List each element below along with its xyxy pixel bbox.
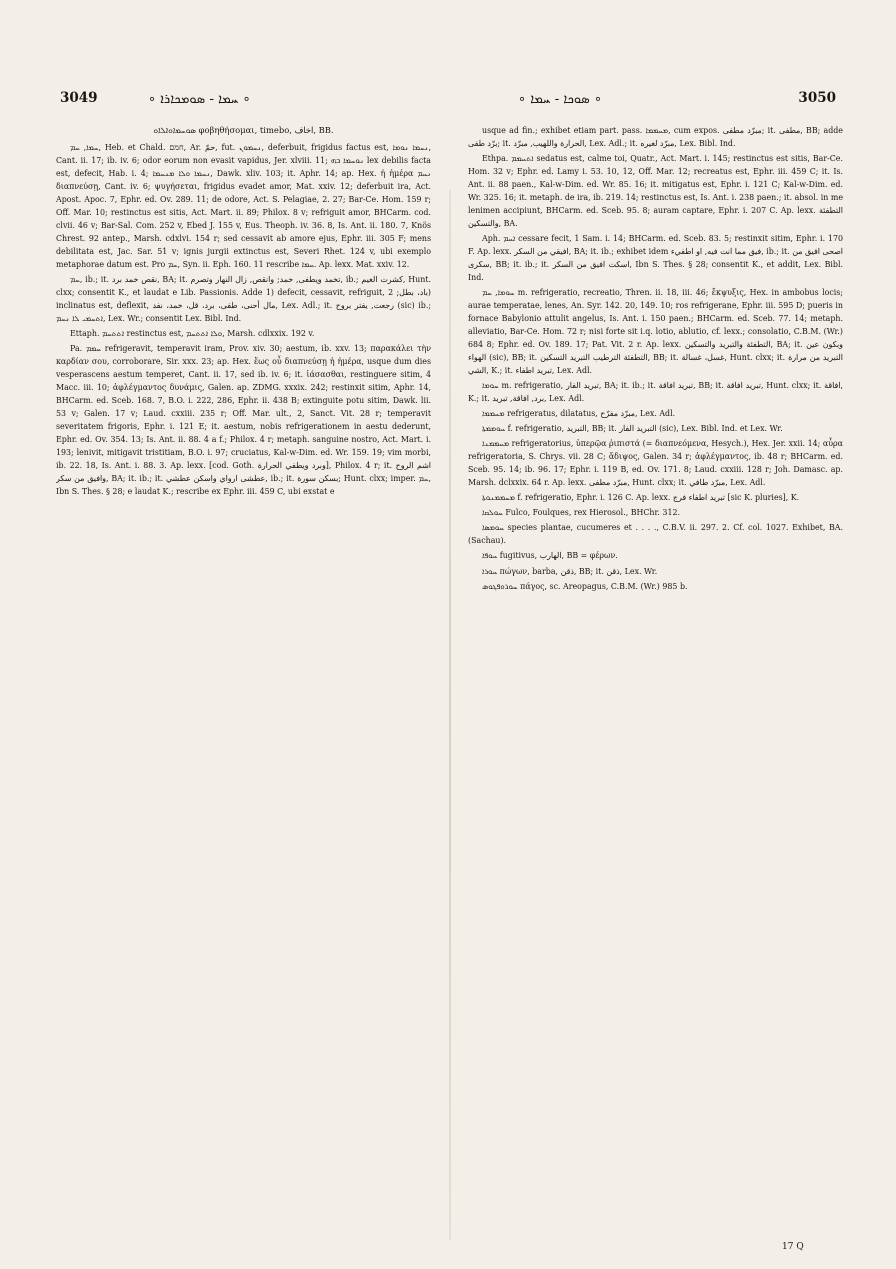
- entry-paragraph: ܚܘܡܣܐ species plantae, cucumeres et . . . ., C.B.V. ii. 297. 2. Cf. col. 1027. Exhibet, BA. (Sachau).: [468, 523, 843, 546]
- left-column: [56, 124, 431, 1249]
- entry-paragraph: ܡܚܡܡܢܘܬܐ f. refrigeratio, Ephr. i. 126 C. Ap. lexx. تبريد اطفاء فرج [sic K. pluries], K.: [482, 493, 800, 503]
- entry-paragraph: usque ad fin.; exhibet etiam part. pass. ܡܚܡܡܐ, cum expos. مبرّد مطفى; it. مطفى, BB; adde برّد طفى; it. الحرارة واللهيب, مبرّد, Lex. Adl.; it. مبرّد لغيره, Lex. Bibl. Ind.: [468, 126, 843, 149]
- entry-paragraph: Ethpa. ܐܬܚܡܡ sedatus est, calme toi, Quatr., Act. Mart. i. 145; restinctus est sitis, Bar-Ce. Hom. 32 v; Ephr. ed. Lamy i. 53. 10, 12, Off. Mar. 12; recreatus est, Ephr. iii. 459 C; it. Is. Ant. ii. 88 paen., Kal-w-Dim. ed. Wr. 85. 16; it. mitigatus est, Ephr. i. 121 C; Kal-w-Dim. ed. Wr. 325. 16; it. metaph. de ira, ib. 219. 14; restinctus est, Is. Ant. i. 238 paen.; it. absol. in me lenimen accipiunt, BHCarm. ed. Sceb. 95. 8; auram captare, Ephr. i. 207 C. Ap. lexx. التطفئة والتسكين, BA.: [468, 154, 843, 229]
- entry-paragraph: ܣܘܚܡܐܘܐܠܐܘ φοβηθήσομαι, timebo, اخاف, BB.: [153, 125, 334, 135]
- right-column: [468, 124, 843, 1249]
- entry-paragraph: ܚܘܪܐ πώγων, barba, ذقن, BB; it. ذقن, Lex. Wr.: [482, 566, 658, 576]
- entry-paragraph: ܚܘܪܘܦܓܘܣ πάγος, sc. Areopagus, C.B.M. (Wr.) 985 b.: [482, 581, 688, 591]
- signature-mark: 17 Q: [782, 1242, 804, 1252]
- entry-paragraph: ܚܡ, ib.; it. نقص خمد برد, BA; it. تخمد ويطفى, خمد; وانقص, زال النهار وتصرم, ib.; كشرت الغيم, Hunt. clxx; consentit K., et laudat e Lib. Passionis. Adde 1) defecit, cessavit, refriguit, باد، بطل; 2) inclinatus est, deflexit, مال أحنى، طفى، برد، قل، خمد، نفد, Lex. Adl.; it. رجعت, يفتر بروح (sic) ib.; ܐܬܚܡܝ ܠܐ ܢܚܡ, Lex. Wr.; consentit Lex. Bibl. Ind.: [56, 275, 431, 324]
- entry-paragraph: ܡܚܡܡܢܐ refrigeratorius, ὑπερῷα ῥιπιστά (= διαπνεόμενα, Hesych.), Hex. Jer. xxii. 14; αὖρα refrigeratoria, S. Chrys. vii. 28 C; ἄδιψος, Galen. 34 r; ἀφλέγμαντος, ib. 48 r; BHCarm. ed. Sceb. 95. 14; ib. 96. 17; Ephr. i. 119 B, ed. Ov. 171. 8; Laud. cxxiii. 128 r; Joh. Damasc. ap. Marsh. dclxxix. 64 r. Ap. lexx. مبرّد مطفى, Hunt. clxx; it. مبرّد طافي, Lex. Adl.: [468, 439, 843, 488]
- running-head-right: ∘ ܣܘܟܐ - ܚܡܐ ∘: [518, 92, 602, 107]
- entry-paragraph: ܚܘܡܡܬܐ f. refrigeratio, التبريد, BB; it. التبريد الفار (sic), Lex. Bibl. Ind. et Lex. Wr.: [482, 424, 783, 434]
- entry-paragraph: Pa. ܚܡܡ refrigeravit, temperavit iram, Prov. xiv. 30; aestum, ib. xxv. 13; παρακάλει τὴν καρδίαν σου, corroborare, Sir. xxx. 23; ap. Hex. ἕως οὗ διαπνεύσῃ ἡ ἡμέρα, usque dum dies vesperascens aestum temperet, Cant. ii. 17, sed ib. iv. 6; it. ἰάσασθαι, restinguere sitim, 4 Macc. iii. 10; ἀφλέγμαντος δυνάμις, Galen. ap. ZDMG. xxxix. 242; restinxit sitim, Aphr. 14, BHCarm. ed. Sceb. 168. 7, B.O. i. 222, 286, Ephr. ii. 438 B; extinguite potu sitim, Dawk. lii. 53 v; Galen. 17 v; Laud. cxxiii. 235 r; Off. Mar. ult., 2, Sanct. Vit. 28 r; temperavit severitatem frigoris, Ephr. i. 121 E; it. aestum, nobis refrigerationem in aestu dederunt, Ephr. ed. Ov. 354. 13; Is. Ant. ii. 88. 4 a f.; Philox. 4 r; metaph. sanguine nostro, Act. Mart. i. 193; lenivit, mitigavit tristitiam, B.O. i. 97; cruciatus, Kal-w-Dim. ed. Wr. 159. 19; vim morbi, ib. 22. 18, Is. Ant. i. 88. 3. Ap. lexx. [cod. Goth. وبرد ويطفي الحرارة], Philox. 4 r; it. اشم الروح وافيق من سكر, BA; it. ib.; it. عطشى ارواي واسكن عطشي, ib.; it. بسكن سورة; Hunt. clxx; imper. ܚܡ, Ibn S. Thes. § 28; e laudat K.; rescribe ex Ephr. iii. 459 C, ubi exstat e: [56, 344, 431, 497]
- entry-paragraph: ܚܘܦܐ fugitivus, الهارب, BB = φέρων.: [482, 551, 618, 561]
- entry-paragraph: ܚܘܠܩܐ Fulco, Foulques, rex Hierosol., BHChr. 312.: [482, 508, 681, 518]
- entry-paragraph: ܡܚܡܡܐ refrigeratus, dilatatus, مبرّد مفرّح, Lex. Adl.: [482, 409, 676, 419]
- entry-paragraph: Aph. ܐܚܡ cessare fecit, 1 Sam. i. 14; BHCarm. ed. Sceb. 83. 5; restinxit sitim, Ephr. i. 170 F. Ap. lexx. افيقي من السكر, BA; it. ib.; exhibet idem فيق مما انت فيه, او اطفيء, ib.; it. اصحى افيق من سكرى, BB; it. ib.; it. اسكت افيق من السكر, Ibn S. Thes. § 28; consentit K., et addit, Lex. Bibl. Ind.: [468, 234, 843, 283]
- page-number-left: 3049: [60, 90, 98, 106]
- entry-paragraph: ܚܘܡܐ, ܚܡ m. refrigeratio, recreatio, Thren. ii. 18, iii. 46; ἔκψυξις, Hex. in ambobus locis; aurae temperatae, lenes, An. Syr. 142. 20, 149. 10; ros refrigerane, Ephr. iii. 595 D; pueris in fornace Babylonio attulit angelus, Is. Ant. i. 150 paen.; BHCarm. ed. Sceb. 77. 14; metaph. alleviatio, Bar-Ce. Hom. 72 r; nisi forte sit i.q. lotio, ablutio, cf. lexx.; consolatio, C.B.M. (Wr.) 684 8; Ephr. ed. Ov. 189. 17; Pat. Vit. 2 r. Ap. lexx. التطفئة والتبريد والتسكين, BA; it. وبكون عين الهواء (sic), BB; it. التطفئة الترطيب التبريد التسكين, BB; it. غسل، غسالة, Hunt. clxx; it. التبريد من مرارة الشي, K.; it. تبريد اطفاء, Lex. Adl.: [468, 288, 843, 376]
- page-number-right: 3050: [798, 90, 836, 106]
- column-gutter: [449, 190, 451, 1240]
- entry-paragraph: ܚܡܐ, ܚܡ, Heb. et Chald. חמם, Ar. حمّ, fut. ܢܚܡܘܢ, deferbuit, frigidus factus est, ܢܚܡܐ ܢܘܡܐ, Cant. ii. 17; ib. iv. 6; odor eorum non evasit vapidus, Jer. xlviii. 11; ܢܘܚܡܐ ܒܗ lex debilis facta est, defecit, Hab. i. 4; ܢܚܡܐ ܘܠܐ ܡܢܚܡܐ, Dawk. xliv. 103; it. Aphr. 14; ap. Hex. ἡ ἡμέρα ܢܚܡ διαπνεύσῃ, Cant. iv. 6; ψυγήσεται, frigidus evadet amor, Mat. xxiv. 12; deferbuit ira, Act. Apost. Apoc. 7, Ephr. ed. Ov. 289. 11; de odore, Act. S. Pelagiae, 2. 27; Bar-Ce. Hom. 159 r; Off. Mar. 10; restinctus est sitis, Act. Mart. ii. 89; Philox. 8 v; refriguit amor, BHCarm. cod. clvii. 46 v; Bar-Sal. Com. 252 v, Ebed J. 155 v, Eus. Theoph. iv. 36. 8, Is. Ant. ii. 180. 7, Knös Chrest. 92 antep., Marsh. cdxlvi. 154 r; sed cessavit ab amore ejus, Ephr. iii. 305 F; mens debilitata est, Jac. Sar. 51 v; ignis jurgii extinctus est, Severi Rhet. 124 v, ubi exemplo metaphorae datum est. Pro ܚܡ, Syn. ii. Eph. 160. 11 rescribe ܚܡܐ. Ap. lexx. Mat. xxiv. 12.: [56, 143, 431, 270]
- running-head-left: ∘ ܚܡܐ - ܣܘܡܟܐܪܐ ∘: [148, 92, 251, 107]
- entry-paragraph: ܚܘܡܐ m. refrigeratio, تبريد الفار, BA; it. ib.; it. تبريد افاقة, BB; it. تبريد افاقة, Hunt. clxx; it. افاقة, K.; it. برد, افاقة, تبريد, Lex. Adl.: [468, 381, 843, 404]
- entry-paragraph: Ettaph. ܐܬܬܚܡ restinctus est, ܘܠܐ ܐܬܬܚܡ, Marsh. cdlxxix. 192 v.: [70, 329, 315, 339]
